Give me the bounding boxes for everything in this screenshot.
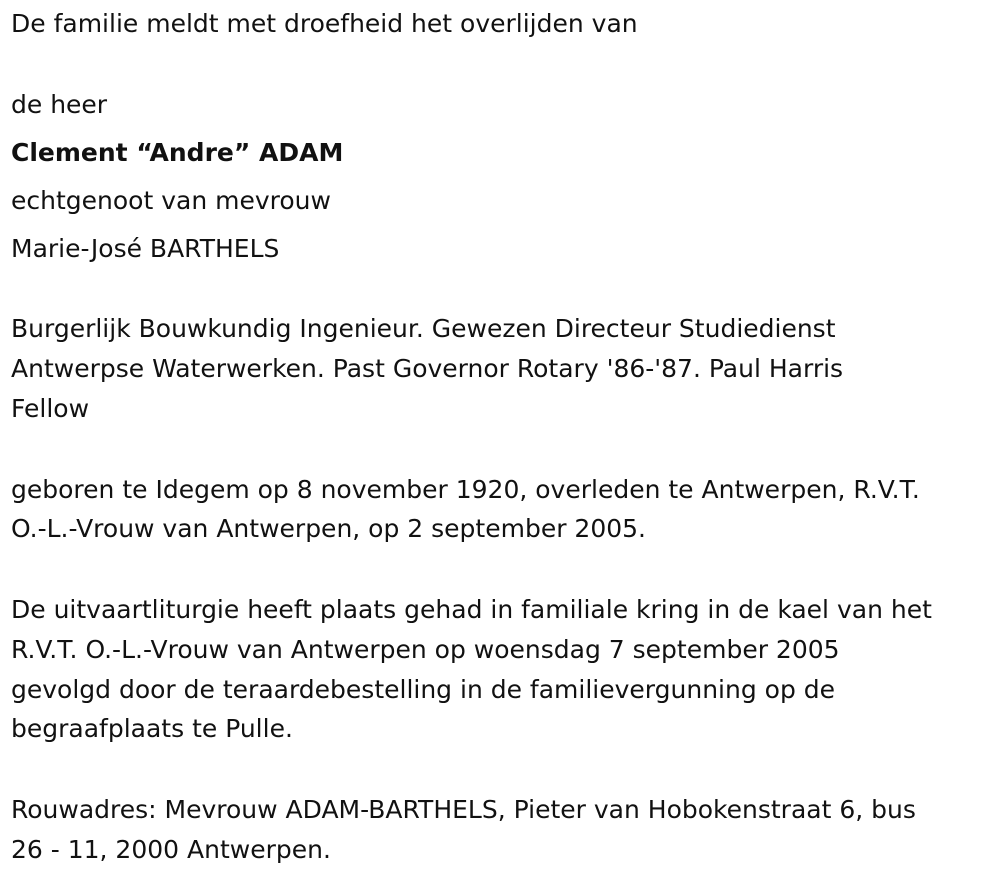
address-line: Rouwadres: Mevrouw ADAM-BARTHELS, Pieter van Hobokenstraat 6, bus [11,795,916,824]
funeral-line: R.V.T. O.-L.-Vrouw van Antwerpen op woensdag 7 september 2005 [11,635,840,664]
intro-text: De familie meldt met droefheid het overlijden van [11,9,638,38]
funeral-line: gevolgd door de teraardebestelling in de familievergunning op de [11,675,836,704]
birth-death-line: O.-L.-Vrouw van Antwerpen, op 2 september 2005. [11,514,646,543]
title-text: de heer [11,90,108,119]
funeral-line: begraafplaats te Pulle. [11,714,293,743]
career-line: Burgerlijk Bouwkundig Ingenieur. Gewezen Directeur Studiedienst [11,314,836,343]
address-line: 26 - 11, 2000 Antwerpen. [11,835,331,864]
deceased-name: Clement “Andre” ADAM [11,138,344,167]
spouse-name: Marie-José BARTHELS [11,234,280,263]
spouse-label: echtgenoot van mevrouw [11,186,331,215]
birth-death-line: geboren te Idegem op 8 november 1920, overleden te Antwerpen, R.V.T. [11,475,920,504]
career-line: Antwerpse Waterwerken. Past Governor Rotary '86-'87. Paul Harris [11,354,844,383]
funeral-line: De uitvaartliturgie heeft plaats gehad in familiale kring in de kael van het [11,595,932,624]
career-line: Fellow [11,394,90,423]
